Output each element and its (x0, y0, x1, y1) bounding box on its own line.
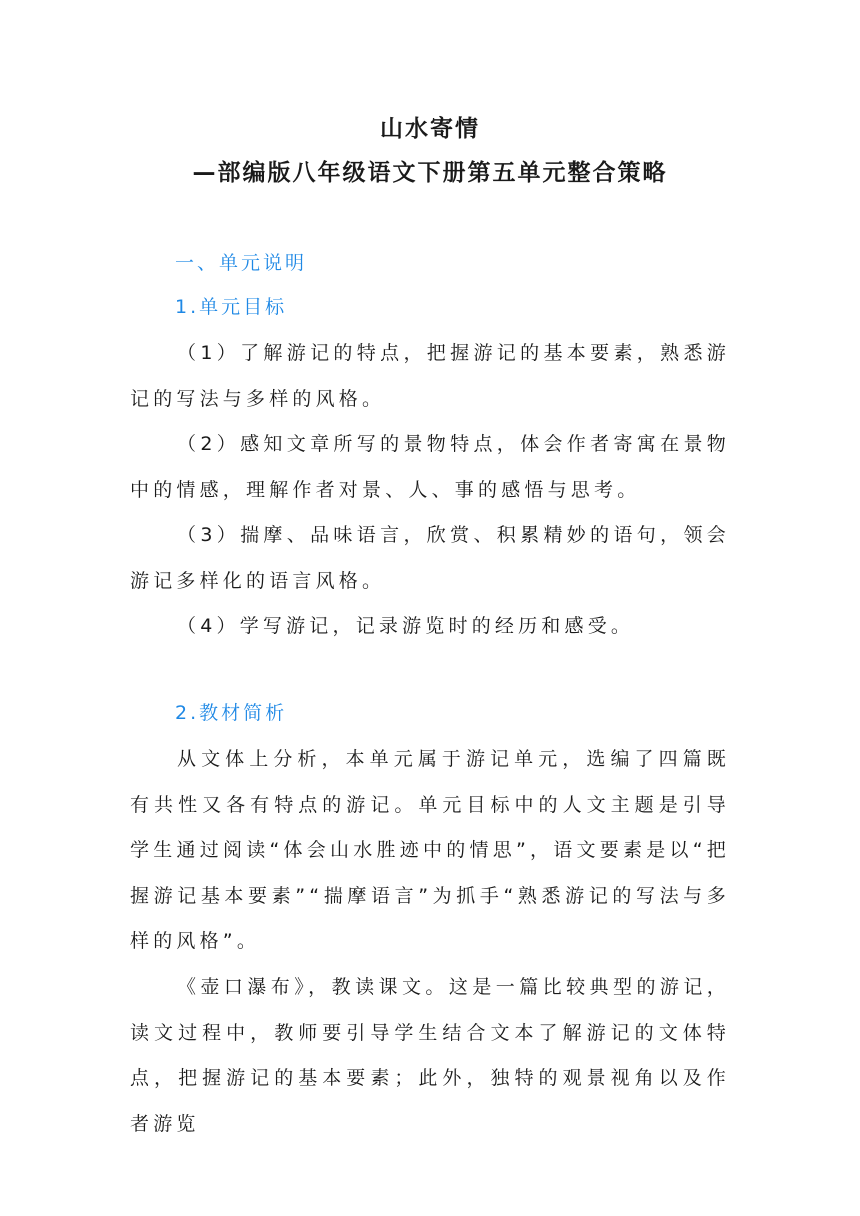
document-title: 山水寄情 (380, 116, 480, 142)
goal-item-1: （1）了解游记的特点，把握游记的基本要素，熟悉游记的写法与多样的风格。 (130, 342, 730, 410)
subsection-heading-unit-goals: 1.单元目标 (175, 296, 288, 318)
subsection-heading-textbook-analysis: 2.教材简析 (175, 702, 288, 724)
goal-item-2: （2）感知文章所写的景物特点，体会作者寄寓在景物中的情感，理解作者对景、人、事的感悟与思考。 (130, 433, 730, 501)
analysis-paragraph-2: 《壶口瀑布》，教读课文。这是一篇比较典型的游记，读文过程中，教师要引导学生结合文本了解游记的文体特点，把握游记的基本要素；此外，独特的观景视角以及作者游览 (130, 976, 730, 1135)
goal-item-4: （4）学写游记，记录游览时的经历和感受。 (177, 615, 635, 637)
analysis-paragraph-1: 从文体上分析，本单元属于游记单元，选编了四篇既有共性又各有特点的游记。单元目标中的人文主题是引导学生通过阅读“体会山水胜迹中的情思”，语文要素是以“把握游记基本要素”“揣摩语言”为抓手“熟悉游记的写法与多样的风格”。 (130, 748, 730, 953)
goal-item-3: （3）揣摩、品味语言，欣赏、积累精妙的语句，领会游记多样化的语言风格。 (130, 524, 730, 592)
section-heading-unit-description: 一、单元说明 (175, 252, 308, 274)
document-subtitle: —部编版八年级语文下册第五单元整合策略 (192, 160, 668, 186)
